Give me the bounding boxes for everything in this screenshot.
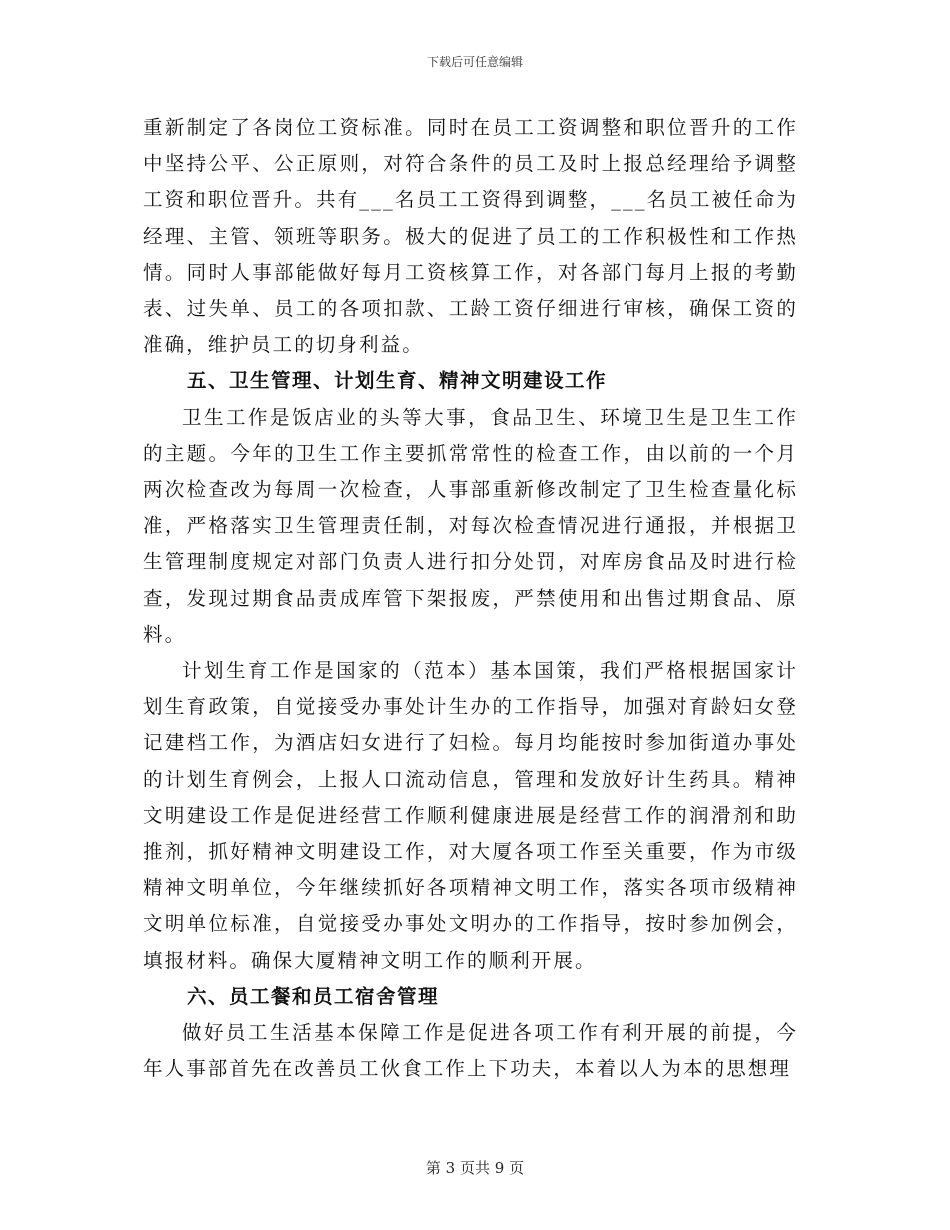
paragraph-hygiene: 卫生工作是饭店业的头等大事，食品卫生、环境卫生是卫生工作的主题。今年的卫生工作主要抓常常性的检查工作，由以前的一个月两次检查改为每周一次检查，人事部重新修改制定了卫生检查量化标准，严格落实卫生管理责任制，对每次检查情况进行通报，并根据卫生管理制度规定对部门负责人进行扣分处罚，对库房食品及时进行检查，发现过期食品责成库管下架报废，严禁使用和出售过期食品、原料。 xyxy=(143,405,798,646)
section-heading-six: 六、员工餐和员工宿舍管理 xyxy=(187,984,440,1008)
page-header: 下载后可任意编辑 xyxy=(426,55,523,69)
paragraph-salary-continued: 重新制定了各岗位工资标准。同时在员工工资调整和职位晋升的工作中坚持公平、公正原则，对符合条件的员工及时上报总经理给予调整工资和职位晋升。共有___名员工工资得到调整，___名员工被任命为经理、主管、领班等职务。极大的促进了员工的工作积极性和工作热情。同时人事部能做好每月工资核算工作，对各部门每月上报的考勤表、过失单、员工的各项扣款、工龄工资仔细进行审核，确保工资的准确，维护员工的切身利益。 xyxy=(143,116,798,357)
paragraph-staff-meals: 做好员工生活基本保障工作是促进各项工作有利开展的前提，今年人事部首先在改善员工伙食工作上下功夫，本着以人为本的思想理 xyxy=(143,1021,798,1081)
page-footer: 第 3 页共 9 页 xyxy=(425,1159,525,1177)
section-heading-five: 五、卫生管理、计划生育、精神文明建设工作 xyxy=(187,369,608,393)
paragraph-family-planning: 计划生育工作是国家的（范本）基本国策，我们严格根据国家计划生育政策，自觉接受办事处计生办的工作指导，加强对育龄妇女登记建档工作，为酒店妇女进行了妇检。每月均能按时参加街道办事处的计划生育例会，上报人口流动信息，管理和发放好计生药具。精神文明建设工作是促进经营工作顺利健康进展是经营工作的润滑剂和助推剂，抓好精神文明建设工作，对大厦各项工作至关重要，作为市级精神文明单位，今年继续抓好各项精神文明工作，落实各项市级精神文明单位标准，自觉接受办事处文明办的工作指导，按时参加例会，填报材料。确保大厦精神文明工作的顺利开展。 xyxy=(143,659,798,972)
document-body xyxy=(143,110,798,1087)
